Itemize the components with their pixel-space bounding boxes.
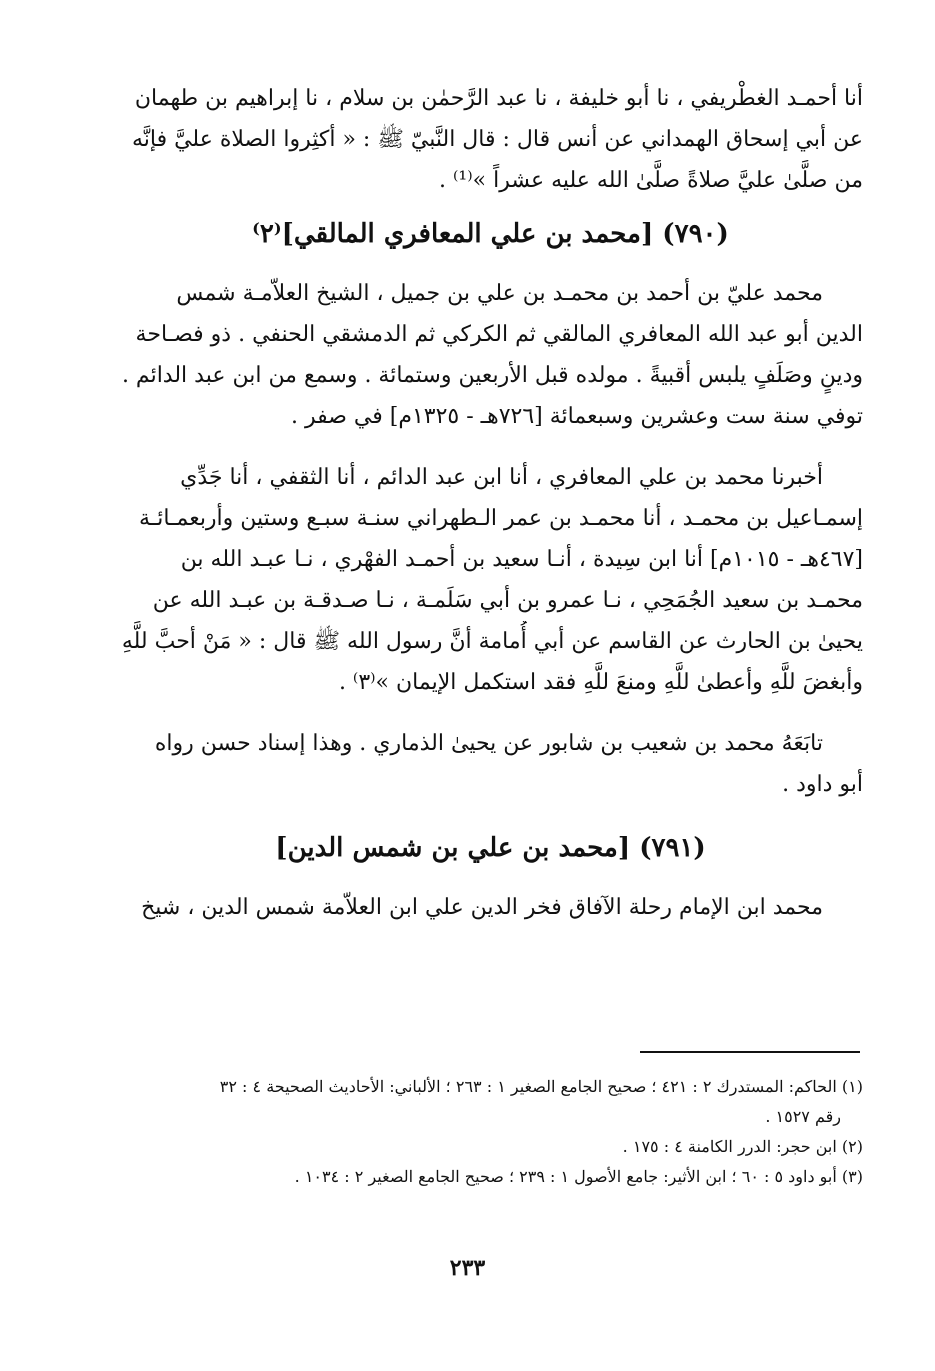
footnote-3: (٣) أبو داود ٥ : ٦٠ ؛ ابن الأثير: جامع الأصول ١ : ٢٣٩ ؛ صحيح الجامع الصغير ٢ : ١٠٣٤ . <box>294 1167 863 1186</box>
text-line: من صلَّىٰ عليَّ صلاةً صلَّىٰ الله عليه عشراً »⁽¹⁾ . <box>439 168 863 193</box>
text-line: محمد عليّ بن أحمد بن محمـد بن علي بن جميل ، الشيخ العلاّمـة شمس <box>176 281 823 306</box>
text-line: يحيىٰ بن الحارث عن القاسم عن أبي أُمامة أنَّ رسول الله ﷺ قال : « مَنْ أحبَّ للَّهِ <box>121 629 863 654</box>
text-line: أبو داود . <box>782 772 863 797</box>
entry-790-heading: (٧٩٠) [محمد بن علي المعافري المالقي]⁽٢⁾ <box>252 219 729 249</box>
entry-790-note <box>118 723 863 805</box>
entry-790-bio <box>118 273 863 437</box>
intro-paragraph <box>118 78 863 201</box>
text-line: إسمـاعيل بن محمـد ، أنا محمـد بن عمر الـطهراني سنـة سبـع وستين وأربعمـائـة <box>138 506 863 531</box>
text-line: تابَعَهُ محمد بن شعيب بن شابور عن يحيىٰ الذماري . وهذا إسناد حسن رواه <box>154 731 823 756</box>
footnote-divider <box>640 1051 860 1053</box>
text-line: وأبغضَ للَّهِ وأعطىٰ للَّهِ ومنعَ للَّهِ فقد استكمل الإيمان »⁽٣⁾ . <box>338 670 863 695</box>
footnotes <box>100 1072 863 1192</box>
text-line: أخبرنا محمد بن علي المعافري ، أنا ابن عبد الدائم ، أنا الثقفي ، أنا جَدِّي <box>180 465 823 490</box>
text-line: [٤٦٧هـ - ١٠١٥م] أنا ابن سِيدة ، أنـا سعيد بن أحمـد الفهْري ، نـا عبـد الله بن <box>180 547 863 572</box>
page-body <box>118 78 863 928</box>
text-line: توفي سنة ست وعشرين وسبعمائة [٧٢٦هـ - ١٣٢٥م] في صفر . <box>290 404 863 429</box>
text-line: أنا أحمـد الغطْريفي ، نا أبو خليفة ، نا عبد الرَّحمٰن بن سلام ، نا إبراهيم بن طهمان <box>134 86 863 111</box>
footnote-1: (١) الحاكم: المستدرك ٢ : ٤٢١ ؛ صحيح الجامع الصغير ١ : ٢٦٣ ؛ الألباني: الأحاديث الصحيحة ٤ : ٣٢ <box>219 1077 863 1096</box>
text-line: عن أبي إسحاق الهمداني عن أنس قال : قال النَّبيّ ﷺ : « أكثِروا الصلاة عليَّ فإنَّه <box>131 127 863 152</box>
text-line: ودينٍ وصَلَفٍ يلبس أقبيةً . مولده قبل الأربعين وستمائة . وسمع من ابن عبد الدائم . <box>121 363 863 388</box>
footnote-2: (٢) ابن حجر: الدرر الكامنة ٤ : ١٧٥ . <box>622 1137 863 1156</box>
text-line: محمـد بن سعيد الجُمَحِي ، نـا عمرو بن أبي سَلَمـة ، نـا صـدقـة بن عبـد الله عن <box>152 588 863 613</box>
text-line: الدين أبو عبد الله المعافري المالقي ثم الكركي ثم الدمشقي الحنفي . ذو فصـاحة <box>135 322 863 347</box>
footnote-1-continuation: رقم ١٥٢٧ . <box>765 1107 841 1126</box>
text-line: محمد ابن الإمام رحلة الآفاق فخر الدين علي ابن العلاّمة شمس الدين ، شيخ <box>141 895 823 920</box>
entry-791-heading: (٧٩١) [محمد بن علي بن شمس الدين] <box>275 833 706 863</box>
page-number: ٢٣٣ <box>449 1255 486 1281</box>
entry-791-bio <box>118 887 863 928</box>
entry-790-isnad <box>118 457 863 703</box>
